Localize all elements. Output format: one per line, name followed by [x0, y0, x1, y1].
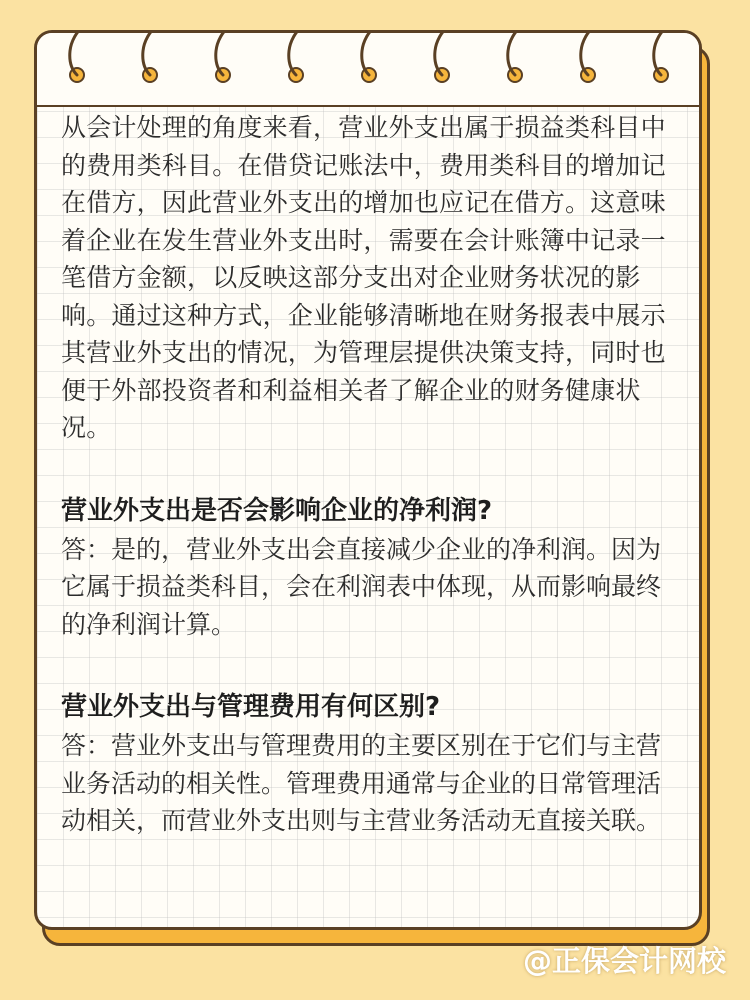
spiral-ring-icon [430, 33, 450, 83]
spiral-ring-icon [138, 33, 158, 83]
question-1: 营业外支出是否会影响企业的净利润? [61, 495, 493, 526]
answer-1: 答：是的，营业外支出会直接减少企业的净利润。因为它属于损益类科目，会在利润表中体现，从而影响最终的净利润计算。 [61, 534, 662, 639]
answer-2: 答：营业外支出与管理费用的主要区别在于它们与主营业务活动的相关性。管理费用通常与企业的日常管理活动相关，而营业外支出则与主营业务活动无直接关联。 [61, 731, 662, 835]
spiral-ring-icon [65, 33, 85, 83]
brand-watermark: @正保会计网校 [522, 944, 726, 978]
intro-paragraph: 从会计处理的角度来看，营业外支出属于损益类科目中的费用类科目。在借贷记账法中，费用类科目的增加记在借方，因此营业外支出的增加也应记在借方。这意味着企业在发生营业外支出时，需要在会计账簿中记录一笔借方金额，以反映这部分支出对企业财务状况的影响。通过这种方式，企业能够清晰地在财务报表中展示其营业外支出的情况，为管理层提供决策支持，同时也便于外部投资者和利益相关者了解企业的财务健康状况。 [61, 113, 666, 442]
question-2: 营业外支出与管理费用有何区别? [61, 692, 441, 722]
spiral-ring-icon [503, 33, 523, 83]
spiral-ring-icon [284, 33, 304, 83]
notebook-header [37, 33, 699, 107]
notebook-page [34, 30, 702, 930]
spiral-ring-icon [211, 33, 231, 83]
spiral-ring-icon [357, 33, 377, 83]
spiral-ring-icon [576, 33, 596, 83]
article-content [61, 109, 681, 840]
spiral-ring-icon [649, 33, 669, 83]
